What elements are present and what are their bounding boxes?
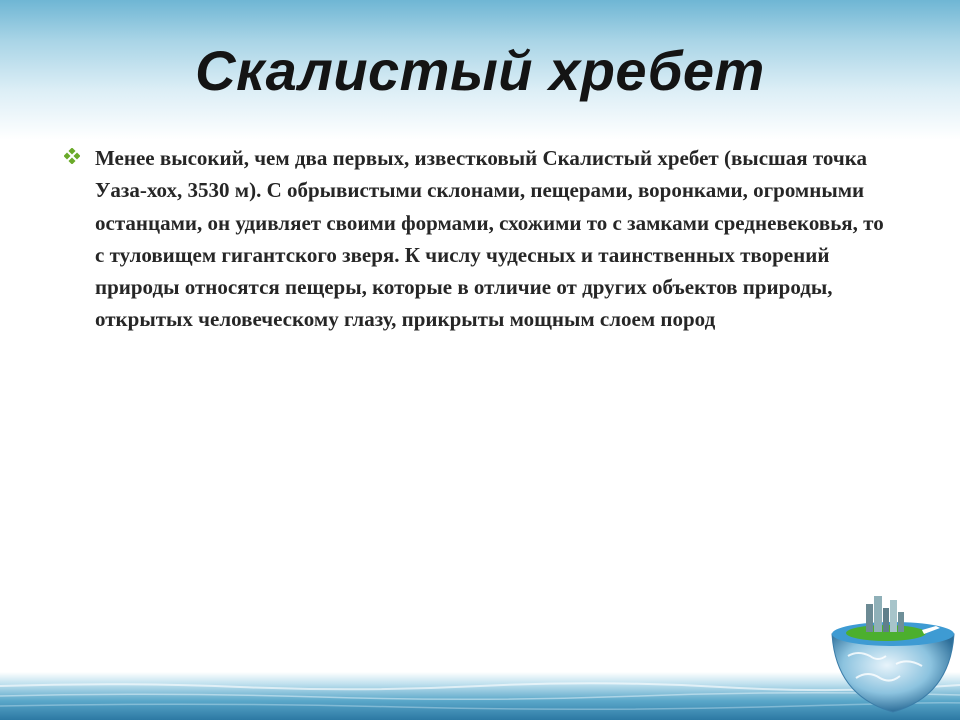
globe-city-icon [826, 586, 960, 720]
diamond-bullet-icon [64, 148, 80, 164]
slide-title: Скалистый хребет [195, 39, 765, 102]
bullet-item [64, 142, 904, 336]
bullet-text: Менее высокий, чем два первых, известковый Скалистый хребет (высшая точка Уаза-хох, 3530 м). С обрывистыми склонами, пещерами, воронками, огромными останцами, он удивляет своими формами, схожими то с замками средневековья, то с туловищем гигантского зверя. К числу чудесных и таинственных творений природы относятся пещеры, которые в отличие от других объектов природы, открытых человеческому глазу, прикрыты мощным слоем пород [95, 146, 884, 332]
water-band-decoration [0, 672, 960, 720]
